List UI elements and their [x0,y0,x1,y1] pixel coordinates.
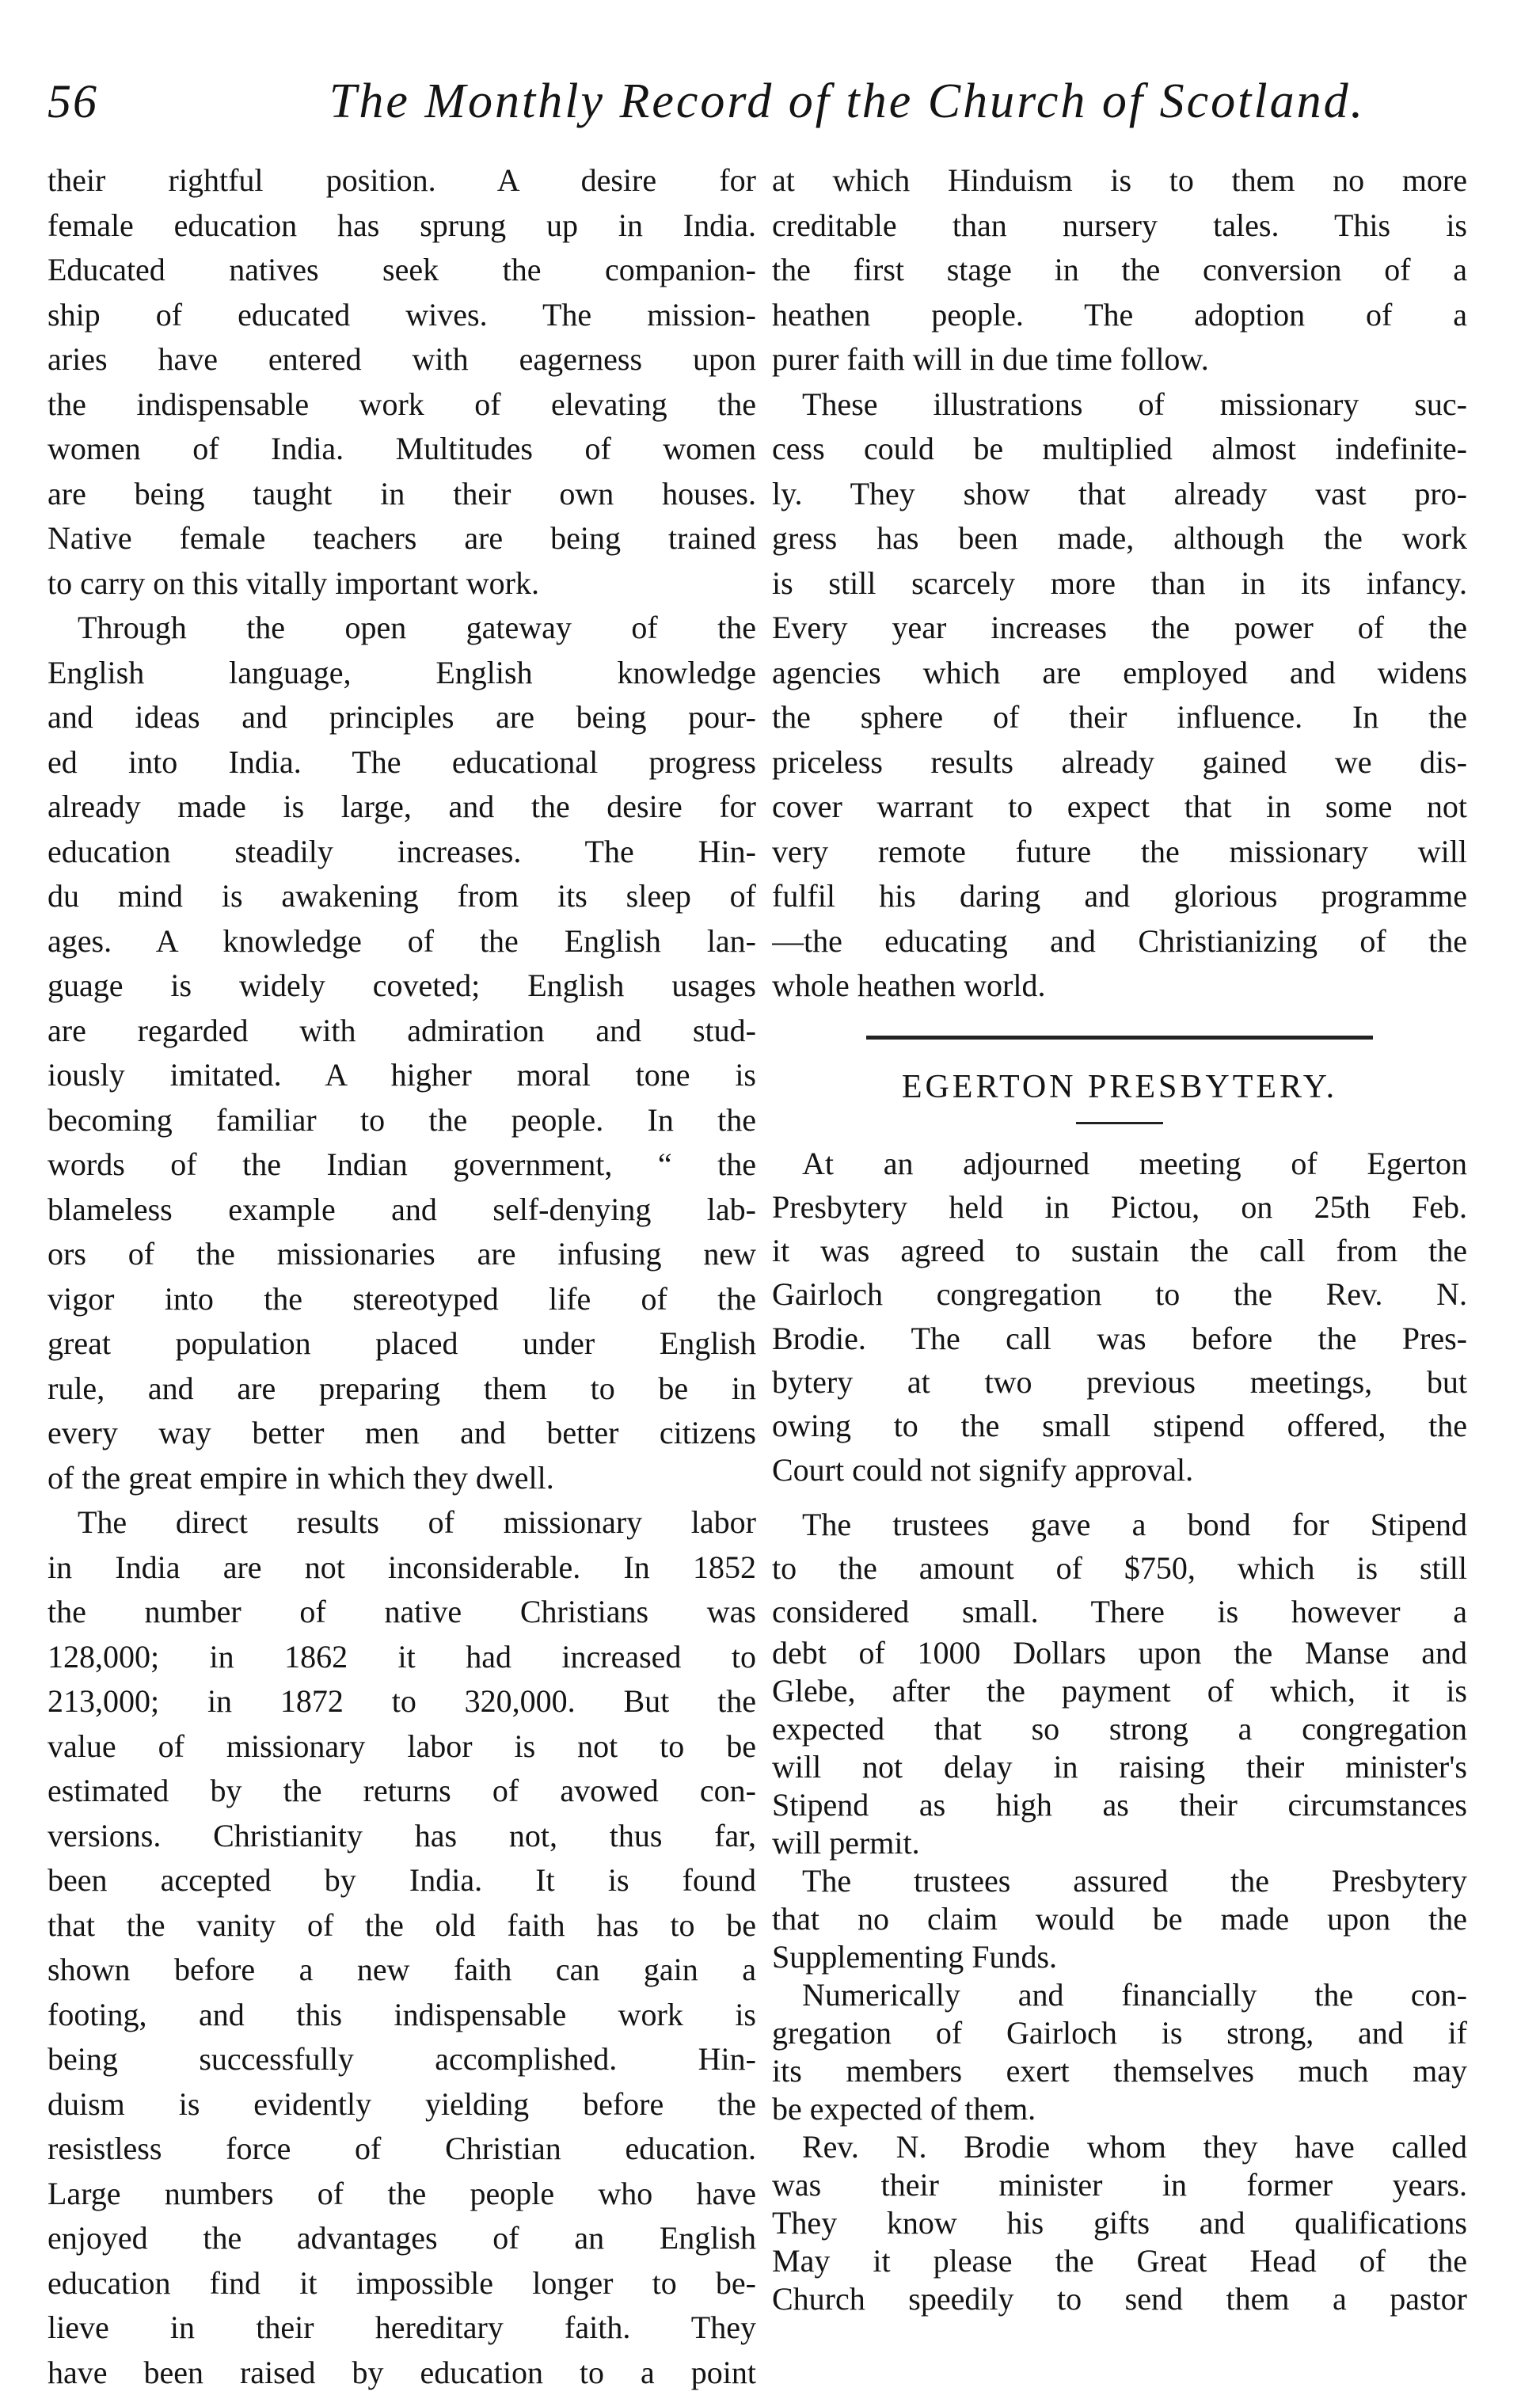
presbytery-report [772,1142,1467,1634]
text-line: They know his gifts and qualifications [772,2204,1467,2242]
text-line: its members exert themselves much may [772,2052,1467,2090]
text-line: and ideas and principles are being pour- [48,695,756,740]
text-line: —the educating and Christianizing of the [772,919,1467,964]
text-line: at which Hinduism is to them no more [772,158,1467,203]
text-line: heathen people. The adoption of a [772,293,1467,338]
text-line: 213,000; in 1872 to 320,000. But the [48,1679,756,1724]
text-line: du mind is awakening from its sleep of [48,874,756,919]
text-line: women of India. Multitudes of women [48,427,756,472]
text-line: every way better men and better citizens [48,1411,756,1456]
text-line: Gairloch congregation to the Rev. N. [772,1272,1467,1316]
text-line: blameless example and self-denying lab- [48,1188,756,1233]
text-line: versions. Christianity has not, thus far, [48,1814,756,1859]
text-line: have been raised by education to a point [48,2351,756,2395]
text-line: shown before a new faith can gain a [48,1948,756,1993]
text-line: whole heathen world. [772,964,1467,1009]
text-line: priceless results already gained we dis- [772,740,1467,785]
text-line: in India are not inconsiderable. In 1852 [48,1545,756,1591]
text-line: will not delay in raising their minister's [772,1748,1467,1786]
text-line: the number of native Christians was [48,1590,756,1635]
text-line: Presbytery held in Pictou, on 25th Feb. [772,1185,1467,1229]
text-line: expected that so strong a congregation [772,1710,1467,1748]
text-line: English language, English knowledge [48,651,756,696]
text-line: The direct results of missionary labor [48,1500,756,1545]
text-line: Through the open gateway of the [48,606,756,651]
text-line: Rev. N. Brodie whom they have called [772,2128,1467,2166]
text-line: vigor into the stereotyped life of the [48,1277,756,1322]
text-line: purer faith will in due time follow. [772,337,1467,382]
text-line: creditable than nursery tales. This is [772,203,1467,249]
text-line: estimated by the returns of avowed con- [48,1769,756,1814]
journal-title: The Monthly Record of the Church of Scotland. [257,70,1437,133]
text-line: rule, and are preparing them to be in [48,1367,756,1412]
text-line: ors of the missionaries are infusing new [48,1232,756,1277]
text-line: cess could be multiplied almost indefinite- [772,427,1467,472]
text-line: is still scarcely more than in its infancy. [772,561,1467,606]
text-line: Large numbers of the people who have [48,2172,756,2217]
text-line: iously imitated. A higher moral tone is [48,1053,756,1098]
text-line: 128,000; in 1862 it had increased to [48,1635,756,1680]
article-continuation [772,158,1467,1009]
section-rule [866,1036,1373,1040]
text-line: The trustees assured the Presbytery [772,1862,1467,1900]
text-line: words of the Indian government, “ the [48,1142,756,1188]
text-line: to carry on this vitally important work. [48,561,756,606]
text-line: value of missionary labor is not to be [48,1724,756,1770]
text-line: Every year increases the power of the [772,606,1467,651]
text-line: footing, and this indispensable work is [48,1993,756,2038]
text-line: owing to the small stipend offered, the [772,1404,1467,1447]
text-line: was their minister in former years. [772,2166,1467,2204]
text-line: education steadily increases. The Hin- [48,830,756,875]
text-line: are regarded with admiration and stud- [48,1009,756,1054]
text-line: lieve in their hereditary faith. They [48,2306,756,2351]
text-line: At an adjourned meeting of Egerton [772,1142,1467,1185]
heading-dash [1076,1122,1163,1124]
text-line: will permit. [772,1824,1467,1862]
text-line: resistless force of Christian education. [48,2127,756,2172]
text-line: the indispensable work of elevating the [48,382,756,428]
page-number: 56 [48,70,98,133]
text-line: very remote future the missionary will [772,830,1467,875]
text-line: gregation of Gairloch is strong, and if [772,2014,1467,2052]
text-line: considered small. There is however a [772,1590,1467,1633]
text-line: guage is widely coveted; English usages [48,964,756,1009]
text-line: Glebe, after the payment of which, it is [772,1672,1467,1710]
text-line: the first stage in the conversion of a [772,248,1467,293]
text-line: education find it impossible longer to be- [48,2261,756,2306]
text-line: Brodie. The call was before the Pres- [772,1317,1467,1360]
text-line: duism is evidently yielding before the [48,2082,756,2127]
text-line: aries have entered with eagerness upon [48,337,756,382]
paragraph-gap [772,1492,1467,1503]
text-line: Supplementing Funds. [772,1938,1467,1976]
text-line: These illustrations of missionary suc- [772,382,1467,428]
text-line: becoming familiar to the people. In the [48,1098,756,1143]
section-heading: EGERTON PRESBYTERY. [772,1063,1467,1111]
text-line: great population placed under English [48,1321,756,1367]
text-line: be expected of them. [772,2090,1467,2128]
text-line: to the amount of $750, which is still [772,1546,1467,1590]
text-line: Church speedily to send them a pastor [772,2280,1467,2318]
text-line: that no claim would be made upon the [772,1900,1467,1938]
text-line: Native female teachers are being trained [48,516,756,561]
left-column [48,158,756,2395]
text-line: Stipend as high as their circumstances [772,1786,1467,1824]
text-line: enjoyed the advantages of an English [48,2216,756,2261]
text-line: of the great empire in which they dwell. [48,1456,756,1501]
presbytery-report-continued [772,1634,1467,2318]
text-line: their rightful position. A desire for [48,158,756,203]
text-line: that the vanity of the old faith has to be [48,1903,756,1948]
text-line: gress has been made, although the work [772,516,1467,561]
text-line: ly. They show that already vast pro- [772,472,1467,517]
text-line: May it please the Great Head of the [772,2242,1467,2280]
text-line: The trustees gave a bond for Stipend [772,1503,1467,1546]
text-line: Numerically and financially the con- [772,1976,1467,2014]
text-line: female education has sprung up in India. [48,203,756,249]
text-line: been accepted by India. It is found [48,1858,756,1903]
text-line: being successfully accomplished. Hin- [48,2037,756,2082]
text-line: cover warrant to expect that in some not [772,785,1467,830]
running-head [48,70,1473,141]
text-line: ship of educated wives. The mission- [48,293,756,338]
text-line: agencies which are employed and widens [772,651,1467,696]
right-column [772,158,1467,2318]
text-line: are being taught in their own houses. [48,472,756,517]
text-line: fulfil his daring and glorious programme [772,874,1467,919]
text-line: ed into India. The educational progress [48,740,756,785]
text-line: Court could not signify approval. [772,1448,1467,1492]
text-line: it was agreed to sustain the call from the [772,1229,1467,1272]
text-line: debt of 1000 Dollars upon the Manse and [772,1634,1467,1672]
text-line: ages. A knowledge of the English lan- [48,919,756,964]
text-line: Educated natives seek the companion- [48,248,756,293]
text-line: already made is large, and the desire for [48,785,756,830]
text-line: bytery at two previous meetings, but [772,1360,1467,1404]
text-line: the sphere of their influence. In the [772,695,1467,740]
